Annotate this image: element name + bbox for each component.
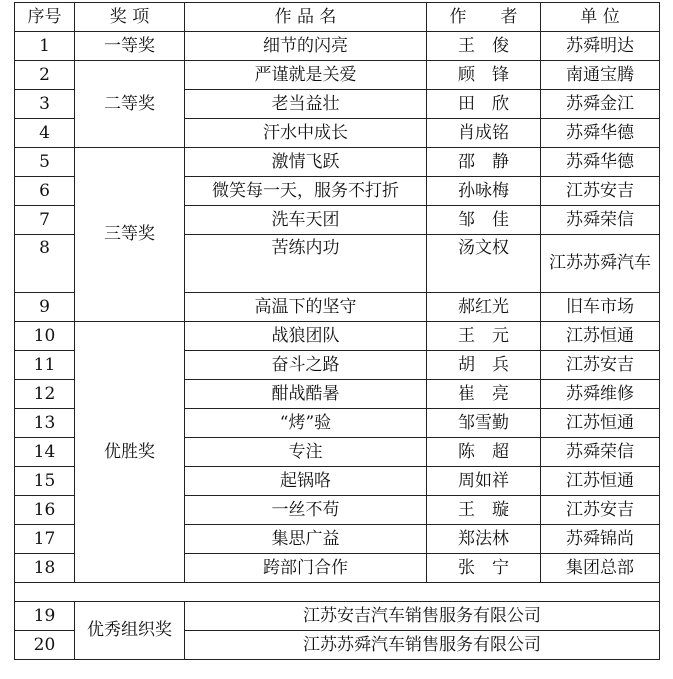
unit-cell: 苏舜华德 (541, 119, 660, 148)
unit-cell: 江苏恒通 (541, 322, 660, 351)
unit-cell: 苏舜明达 (541, 32, 660, 61)
author-cell: 周如祥 (427, 467, 541, 496)
work-cell: 汗水中成长 (185, 119, 427, 148)
table-row (15, 32, 660, 61)
unit-cell: 江苏安吉 (541, 496, 660, 525)
org-row (15, 602, 660, 631)
unit-cell: 江苏苏舜汽车 (541, 235, 660, 293)
work-cell: 严谨就是关爱 (185, 61, 427, 90)
spacer-cell (15, 583, 660, 602)
work-cell: 奋斗之路 (185, 351, 427, 380)
author-cell: 邹 佳 (427, 206, 541, 235)
work-cell: 细节的闪亮 (185, 32, 427, 61)
header-author: 作 者 (427, 3, 541, 32)
work-cell: 老当益壮 (185, 90, 427, 119)
author-cell: 田 欣 (427, 90, 541, 119)
spacer-row (15, 583, 660, 602)
header-seq: 序号 (15, 3, 75, 32)
seq-cell: 6 (15, 177, 75, 206)
award-third: 三等奖 (75, 148, 185, 322)
author-cell: 郑法林 (427, 525, 541, 554)
author-cell: 郝红光 (427, 293, 541, 322)
seq-cell: 15 (15, 467, 75, 496)
org-name-cell: 江苏安吉汽车销售服务有限公司 (185, 602, 660, 631)
work-cell: 集思广益 (185, 525, 427, 554)
award-second: 二等奖 (75, 61, 185, 148)
work-cell: 洗车天团 (185, 206, 427, 235)
seq-cell: 17 (15, 525, 75, 554)
seq-cell: 19 (15, 602, 75, 631)
author-cell: 王 俊 (427, 32, 541, 61)
header-unit: 单 位 (541, 3, 660, 32)
author-cell: 王 元 (427, 322, 541, 351)
org-name-cell: 江苏苏舜汽车销售服务有限公司 (185, 631, 660, 660)
author-cell: 顾 锋 (427, 61, 541, 90)
unit-cell: 苏舜金江 (541, 90, 660, 119)
work-cell: 激情飞跃 (185, 148, 427, 177)
seq-cell: 2 (15, 61, 75, 90)
unit-cell: 江苏恒通 (541, 467, 660, 496)
table-row (15, 61, 660, 90)
author-cell: 邵 静 (427, 148, 541, 177)
seq-cell: 16 (15, 496, 75, 525)
author-cell: 胡 兵 (427, 351, 541, 380)
author-cell: 邹雪勤 (427, 409, 541, 438)
unit-cell: 苏舜华德 (541, 148, 660, 177)
work-cell: 战狼团队 (185, 322, 427, 351)
work-cell: 跨部门合作 (185, 554, 427, 583)
unit-cell: 苏舜锦尚 (541, 525, 660, 554)
seq-cell: 7 (15, 206, 75, 235)
header-work: 作 品 名 (185, 3, 427, 32)
header-row (15, 3, 660, 32)
unit-cell: 南通宝腾 (541, 61, 660, 90)
unit-cell: 旧车市场 (541, 293, 660, 322)
work-cell: 起锅咯 (185, 467, 427, 496)
work-cell: 微笑每一天，服务不打折 (185, 177, 427, 206)
seq-cell: 20 (15, 631, 75, 660)
seq-cell: 14 (15, 438, 75, 467)
award-table (14, 2, 660, 660)
seq-cell: 8 (15, 235, 75, 293)
author-cell: 孙咏梅 (427, 177, 541, 206)
author-cell: 肖成铭 (427, 119, 541, 148)
author-cell: 王 璇 (427, 496, 541, 525)
work-cell: 苦练内功 (185, 235, 427, 293)
author-cell: 张 宁 (427, 554, 541, 583)
seq-cell: 3 (15, 90, 75, 119)
work-cell: 专注 (185, 438, 427, 467)
award-excellent: 优胜奖 (75, 322, 185, 583)
unit-cell: 苏舜维修 (541, 380, 660, 409)
author-cell: 汤文权 (427, 235, 541, 293)
seq-cell: 5 (15, 148, 75, 177)
award-first: 一等奖 (75, 32, 185, 61)
unit-cell: 江苏恒通 (541, 409, 660, 438)
unit-cell: 江苏安吉 (541, 177, 660, 206)
unit-cell: 江苏安吉 (541, 351, 660, 380)
work-cell: “烤”验 (185, 409, 427, 438)
unit-cell: 苏舜荣信 (541, 438, 660, 467)
seq-cell: 10 (15, 322, 75, 351)
work-cell: 酣战酷暑 (185, 380, 427, 409)
work-cell: 高温下的坚守 (185, 293, 427, 322)
award-org: 优秀组织奖 (75, 602, 185, 660)
seq-cell: 9 (15, 293, 75, 322)
table-row (15, 148, 660, 177)
author-cell: 崔 亮 (427, 380, 541, 409)
seq-cell: 18 (15, 554, 75, 583)
table-row (15, 322, 660, 351)
header-award: 奖 项 (75, 3, 185, 32)
seq-cell: 4 (15, 119, 75, 148)
unit-cell: 苏舜荣信 (541, 206, 660, 235)
seq-cell: 11 (15, 351, 75, 380)
author-cell: 陈 超 (427, 438, 541, 467)
unit-cell: 集团总部 (541, 554, 660, 583)
seq-cell: 1 (15, 32, 75, 61)
seq-cell: 12 (15, 380, 75, 409)
seq-cell: 13 (15, 409, 75, 438)
work-cell: 一丝不苟 (185, 496, 427, 525)
